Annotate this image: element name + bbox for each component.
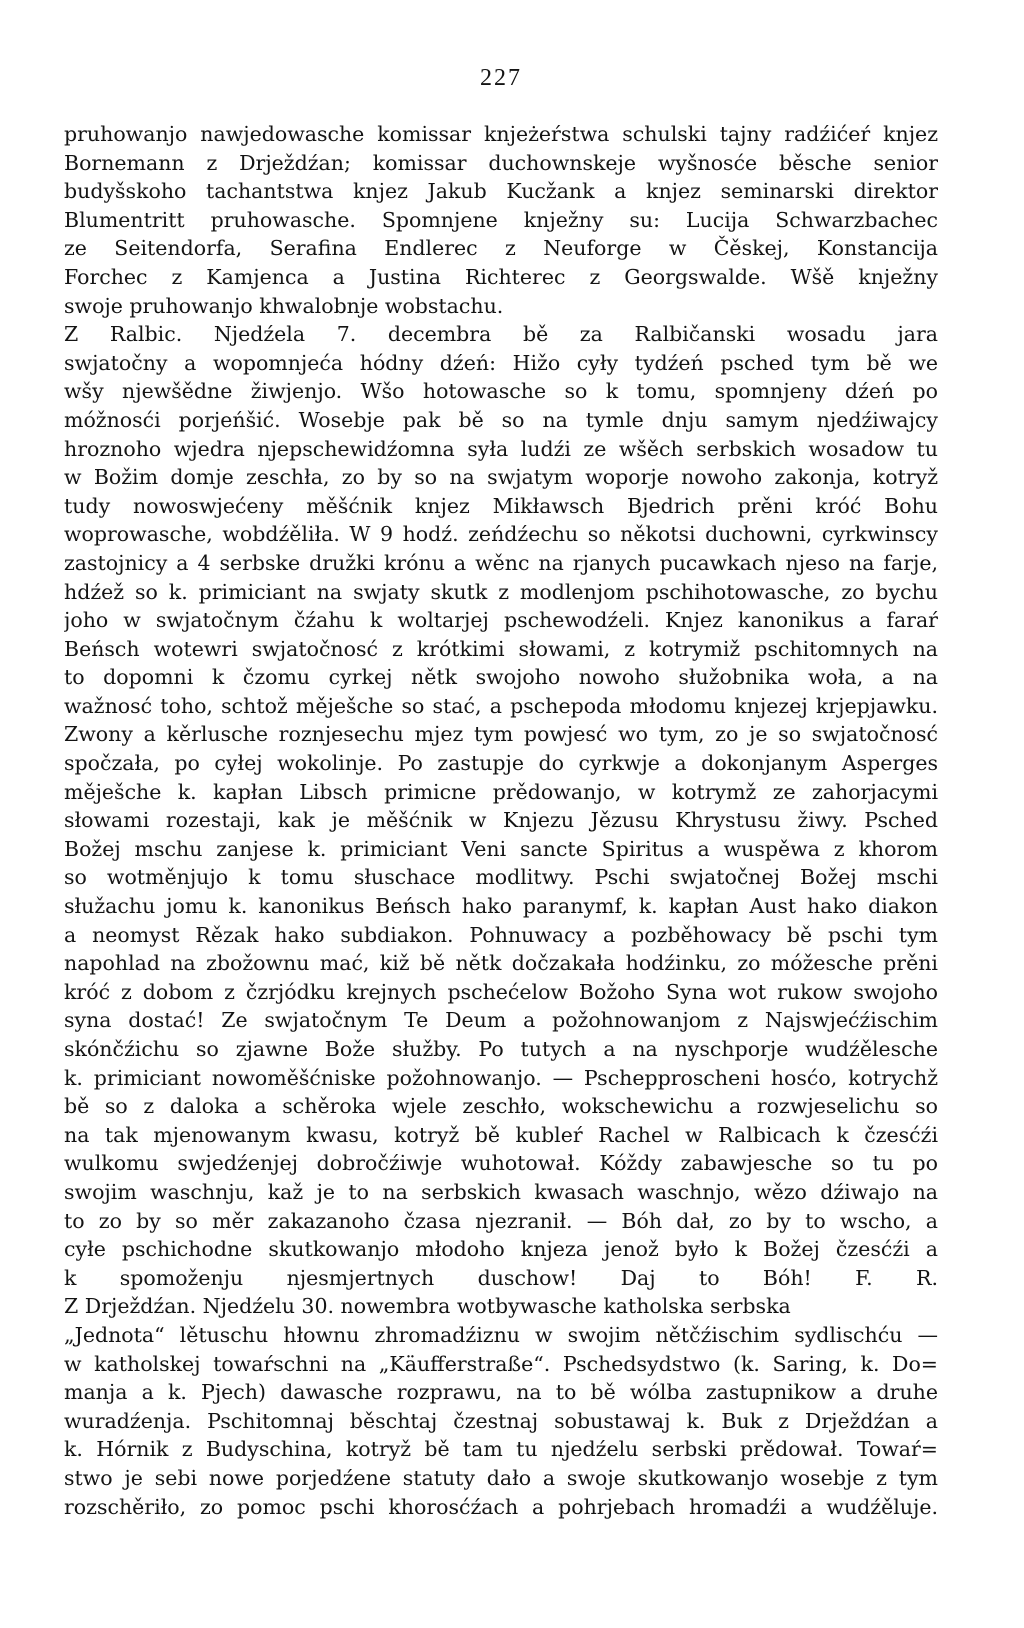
page-number: 227: [480, 65, 522, 91]
text-line: a neomyst Rězak hako subdiakon. Pohnuwacy a pozběhowacy bě pschi tym: [64, 922, 938, 947]
text-line: rozschěriło, zo pomoc pschi khorosćźach a pohrjebach hromadźi a wudźěluje.: [64, 1494, 938, 1519]
text-line: hdźež so k. primiciant na swjaty skutk z modlenjom pschihotowasche, zo bychu: [64, 579, 938, 604]
text-line: wulkomu swjedźenjej dobročźiwje wuhotował. Kóždy zabawjesche so tu po: [64, 1151, 938, 1176]
text-line: syna dostać! Ze swjatočnym Te Deum a požohnowanjom z Najswjećźischim: [64, 1008, 938, 1033]
article-body: [64, 120, 938, 1550]
text-line: Blumentritt pruhowasche. Spomnjene knježny su: Lucija Schwarzbachec: [64, 207, 938, 232]
text-line: Forchec z Kamjenca a Justina Richterec z Georgswalde. Wšě knježny: [64, 264, 938, 289]
text-line: móžnosći porjeńšić. Wosebje pak bě so na tymle dnju samym njedźiwajcy: [64, 407, 938, 432]
text-line: wuradźenja. Pschitomnaj běschtaj čzestnaj sobustawaj k. Buk z Drježdźan a: [64, 1408, 938, 1433]
text-line: swoje pruhowanjo khwalobnje wobstachu.: [64, 293, 504, 318]
text-line: woprowasche, wobdźěliła. W 9 hodź. zeńdźechu so někotsi duchowni, cyrkwinscy: [64, 522, 938, 547]
text-line: swojim waschnju, kaž je to na serbskich kwasach waschnjo, wězo dźiwajo na: [64, 1179, 938, 1204]
text-line: Božej mschu zanjese k. primiciant Veni sancte Spiritus a wuspěwa z khorom: [64, 836, 938, 861]
text-line: napohlad na zbožownu mać, kiž bě nětk dočzakała hodźinku, zo móžesche prěni: [64, 951, 938, 976]
text-line: skónčźichu so zjawne Bože słužby. Po tutych a na nyschporje wudźělesche: [64, 1037, 938, 1061]
section-heading-line: „Jednota“ lětuschu hłownu zhromadźiznu w swojim nětčźischim sydlischću —: [64, 1322, 938, 1347]
text-line: pruhowanjo nawjedowasche komissar knjeżeŕstwa schulski tajny radźićeŕ knjez: [64, 122, 938, 146]
text-line: w katholskej towaŕschni na „Käufferstraße“. Pschedsydstwo (k. Saring, k. Do=: [64, 1351, 938, 1376]
section-heading-line: Z Ralbic. Njedźela 7. decembra bě za Ralbičanski wosadu jara: [64, 322, 938, 347]
text-line: cyłe pschichodne skutkowanjo młodoho knjeza jenož było k Božej čzesćźi a: [64, 1237, 938, 1262]
text-line: k. Hórnik z Budyschina, kotryž bě tam tu njedźelu serbski prědował. Towaŕ=: [64, 1437, 938, 1462]
text-line: Zwony a kěrlusche roznjesechu mjez tym powjesć wo tym, zo je so swjatočnosć: [64, 722, 938, 747]
text-line: to zo by so měr zakazanoho čzasa njezranił. — Bóh dał, zo by to wscho, a: [64, 1208, 938, 1233]
text-line: k. primiciant nowoměšćniske požohnowanjo. — Pschepproscheni hosćo, kotrychž: [64, 1065, 938, 1090]
text-line: stwo je sebi nowe porjedźene statuty dało a swoje skutkowanjo wosebje z tym: [64, 1465, 938, 1490]
text-line: to dopomni k čzomu cyrkej nětk swojoho nowoho słužobnika woła, a na: [64, 665, 938, 690]
text-line: bě so z daloka a schěroka wjele zeschło, wokschewichu a rozwjeselichu so: [64, 1094, 938, 1119]
text-line: spočzała, po cyłej wokolinje. Po zastupje do cyrkwje a dokonjanym Asperges: [64, 751, 938, 776]
document-page: [64, 60, 938, 1550]
text-line: króć z dobom z čzrjódku krejnych pschećelow Božoho Syna wot rukow swojoho: [64, 979, 938, 1004]
text-line: manja a k. Pjech) dawasche rozprawu, na to bě wólba zastupnikow a druhe: [64, 1380, 938, 1405]
text-line: joho w swjatočnym čźahu k woltarjej pschewodźeli. Knjez kanonikus a faraŕ: [64, 608, 938, 633]
signature-line: Z Drježdźan. Njedźelu 30. nowembra wotbywasche katholska serbska: [64, 1294, 791, 1319]
text-line: słužachu jomu k. kanonikus Beńsch hako paranymf, k. kapłan Aust hako diakon: [64, 894, 938, 919]
text-line: zastojnicy a 4 serbske družki krónu a wěnc na rjanych pucawkach njeso na farje,: [64, 550, 938, 575]
text-line: wažnosć toho, schtož měješche so stać, a pschepoda młodomu knjezej krjepjawku.: [64, 693, 938, 718]
text-line: so wotměnjujo k tomu słuschace modlitwy. Pschi swjatočnej Božej mschi: [64, 865, 938, 890]
text-line: k spomoženju njesmjertnych duschow! Daj to Bóh! F. R.: [64, 1265, 938, 1290]
text-line: ze Seitendorfa, Serafina Endlerec z Neuforge w Čěskej, Konstancija: [64, 236, 938, 261]
text-line: budyšskoho tachantstwa knjez Jakub Kucžank a knjez seminarski direktor: [64, 179, 938, 204]
text-line: swjatočny a wopomnjeća hódny dźeń: Hižo cyły tydźeń psched tym bě we: [64, 350, 938, 375]
text-line: hroznoho wjedra njepschewidźomna syła ludźi ze wšěch serbskich wosadow tu: [64, 436, 938, 461]
text-line: měješche k. kapłan Libsch primicne prědowanjo, w kotrymž ze zahorjacymi: [64, 779, 938, 804]
text-line: [64, 1521, 938, 1550]
text-line: na tak mjenowanym kwasu, kotryž bě kubleŕ Rachel w Ralbicach k čzesćźi: [64, 1122, 938, 1147]
text-line: tudy nowoswjećeny měšćnik knjez Mikławsch Bjedrich prěni króć Bohu: [64, 493, 938, 518]
text-line: Bornemann z Drježdźan; komissar duchownskeje wyšnosće běsche senior: [64, 150, 938, 175]
text-line: Beńsch wotewri swjatočnosć z krótkimi słowami, z kotrymiž pschitomnych na: [64, 636, 938, 661]
text-line: w Božim domje zeschła, zo by so na swjatym woporje nowoho zakonja, kotryž: [64, 465, 938, 490]
text-line: słowami rozestaji, kak je měšćnik w Knjezu Jězusu Khrystusu žiwy. Psched: [64, 808, 938, 833]
text-line: wšy njewšědne žiwjenjo. Wšo hotowasche so k tomu, spomnjeny dźeń po: [64, 379, 938, 404]
